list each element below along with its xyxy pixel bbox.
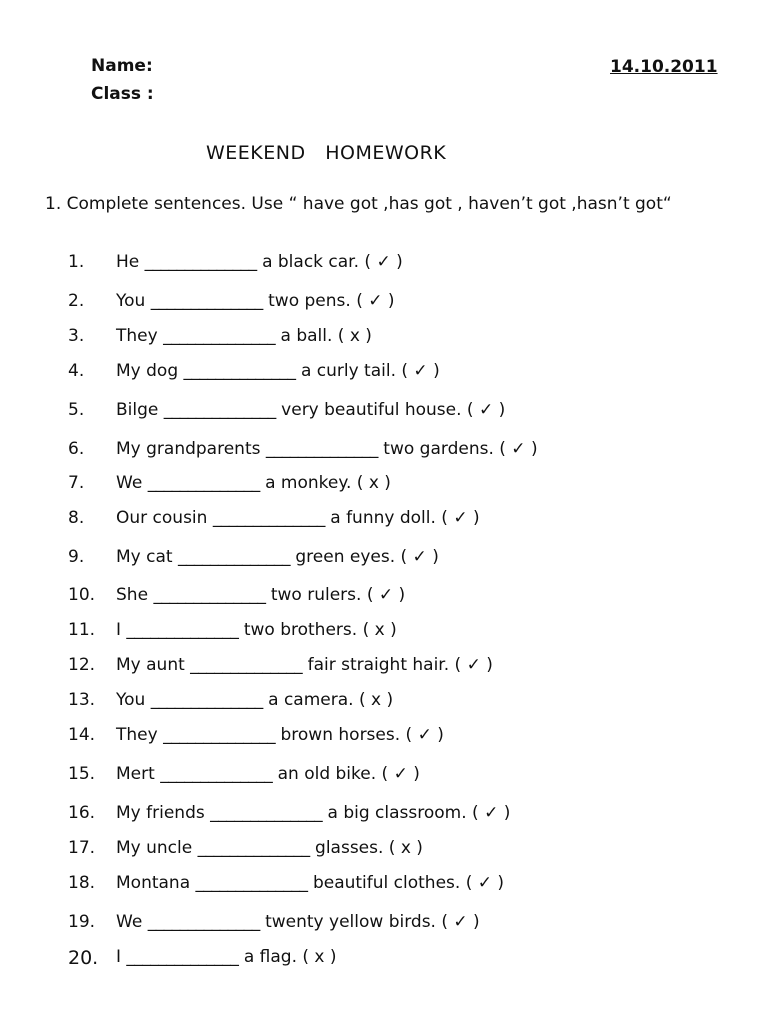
- item-number: 1.: [68, 252, 85, 272]
- item-number: 9.: [68, 547, 85, 567]
- item-rest: a funny doll. ( ✓ ): [330, 508, 480, 528]
- item-rest: a big classroom. ( ✓ ): [327, 803, 511, 823]
- item-number: 15.: [68, 764, 96, 784]
- item-sentence: [116, 508, 480, 528]
- item-rest: twenty yellow birds. ( ✓ ): [265, 912, 480, 932]
- item-number: 18.: [68, 873, 96, 893]
- item-subject: He: [116, 252, 140, 272]
- item-number: 16.: [68, 803, 96, 823]
- item-subject: My friends: [116, 803, 205, 823]
- item-sentence: [116, 439, 538, 459]
- item-sentence: [116, 361, 440, 381]
- item-rest: a monkey. ( x ): [265, 473, 391, 493]
- answer-blank: ______________: [160, 764, 273, 784]
- instruction: 1. Complete sentences. Use “ have got ,has got , haven’t got ,hasn’t got“: [45, 194, 672, 214]
- item-sentence: [116, 252, 403, 272]
- item-sentence: [116, 326, 372, 346]
- item-number: 14.: [68, 725, 96, 745]
- item-sentence: [116, 725, 444, 745]
- item-number: 2.: [68, 291, 85, 311]
- answer-blank: ______________: [163, 400, 276, 420]
- item-sentence: [116, 291, 395, 311]
- answer-blank: ______________: [177, 547, 290, 567]
- date: 14.10.2011: [610, 57, 718, 77]
- answer-blank: ______________: [147, 912, 260, 932]
- answer-blank: ______________: [126, 947, 239, 967]
- item-sentence: [116, 547, 439, 567]
- item-rest: brown horses. ( ✓ ): [280, 725, 444, 745]
- item-subject: My aunt: [116, 655, 185, 675]
- item-sentence: [116, 620, 397, 640]
- item-subject: Bilge: [116, 400, 159, 420]
- item-rest: a curly tail. ( ✓ ): [300, 361, 440, 381]
- item-number: 5.: [68, 400, 85, 420]
- item-subject: You: [116, 690, 146, 710]
- item-sentence: [116, 912, 480, 932]
- item-sentence: [116, 655, 493, 675]
- item-number: 3.: [68, 326, 85, 346]
- item-sentence: [116, 690, 393, 710]
- item-sentence: [116, 803, 510, 823]
- item-rest: beautiful clothes. ( ✓ ): [312, 873, 505, 893]
- item-sentence: [116, 873, 504, 893]
- item-subject: We: [116, 473, 143, 493]
- item-number: 4.: [68, 361, 85, 381]
- item-rest: two rulers. ( ✓ ): [270, 585, 406, 605]
- item-subject: My grandparents: [116, 439, 261, 459]
- item-rest: a ball. ( x ): [280, 326, 372, 346]
- answer-blank: ______________: [265, 439, 378, 459]
- answer-blank: ______________: [144, 252, 257, 272]
- answer-blank: ______________: [163, 326, 276, 346]
- item-subject: I: [116, 947, 122, 967]
- answer-blank: ______________: [153, 585, 266, 605]
- item-sentence: [116, 947, 337, 967]
- item-rest: an old bike. ( ✓ ): [277, 764, 420, 784]
- page-title: WEEKEND HOMEWORK: [206, 142, 447, 164]
- answer-blank: ______________: [126, 620, 239, 640]
- answer-blank: ______________: [195, 873, 308, 893]
- item-number: 10.: [68, 585, 96, 605]
- answer-blank: ______________: [197, 838, 310, 858]
- item-subject: They: [116, 326, 158, 346]
- item-number: 8.: [68, 508, 85, 528]
- answer-blank: ______________: [147, 473, 260, 493]
- item-rest: green eyes. ( ✓ ): [295, 547, 439, 567]
- item-sentence: [116, 838, 423, 858]
- item-number: 13.: [68, 690, 96, 710]
- answer-blank: ______________: [183, 361, 296, 381]
- item-number: 11.: [68, 620, 96, 640]
- item-rest: very beautiful house. ( ✓ ): [281, 400, 506, 420]
- class-label: Class :: [91, 84, 154, 104]
- item-number: 12.: [68, 655, 96, 675]
- item-rest: two gardens. ( ✓ ): [383, 439, 538, 459]
- answer-blank: ______________: [210, 803, 323, 823]
- item-number: 17.: [68, 838, 96, 858]
- item-subject: I: [116, 620, 122, 640]
- item-subject: She: [116, 585, 149, 605]
- answer-blank: ______________: [190, 655, 303, 675]
- item-rest: a black car. ( ✓ ): [262, 252, 403, 272]
- answer-blank: ______________: [150, 291, 263, 311]
- item-rest: two pens. ( ✓ ): [268, 291, 395, 311]
- item-subject: Our cousin: [116, 508, 208, 528]
- item-subject: You: [116, 291, 146, 311]
- answer-blank: ______________: [163, 725, 276, 745]
- item-subject: Mert: [116, 764, 155, 784]
- item-sentence: [116, 473, 391, 493]
- item-rest: a camera. ( x ): [268, 690, 394, 710]
- item-rest: glasses. ( x ): [315, 838, 423, 858]
- item-subject: My uncle: [116, 838, 193, 858]
- item-number: 6.: [68, 439, 85, 459]
- name-label: Name:: [91, 56, 153, 76]
- item-rest: fair straight hair. ( ✓ ): [307, 655, 493, 675]
- item-subject: We: [116, 912, 143, 932]
- item-subject: My cat: [116, 547, 173, 567]
- item-number: 19.: [68, 912, 96, 932]
- item-rest: two brothers. ( x ): [243, 620, 397, 640]
- answer-blank: ______________: [212, 508, 325, 528]
- item-sentence: [116, 764, 420, 784]
- item-sentence: [116, 585, 405, 605]
- item-number: 7.: [68, 473, 85, 493]
- item-rest: a flag. ( x ): [243, 947, 337, 967]
- item-subject: They: [116, 725, 158, 745]
- item-sentence: [116, 400, 505, 420]
- item-subject: My dog: [116, 361, 179, 381]
- item-subject: Montana: [116, 873, 191, 893]
- answer-blank: ______________: [150, 690, 263, 710]
- item-number: 20.: [68, 947, 99, 969]
